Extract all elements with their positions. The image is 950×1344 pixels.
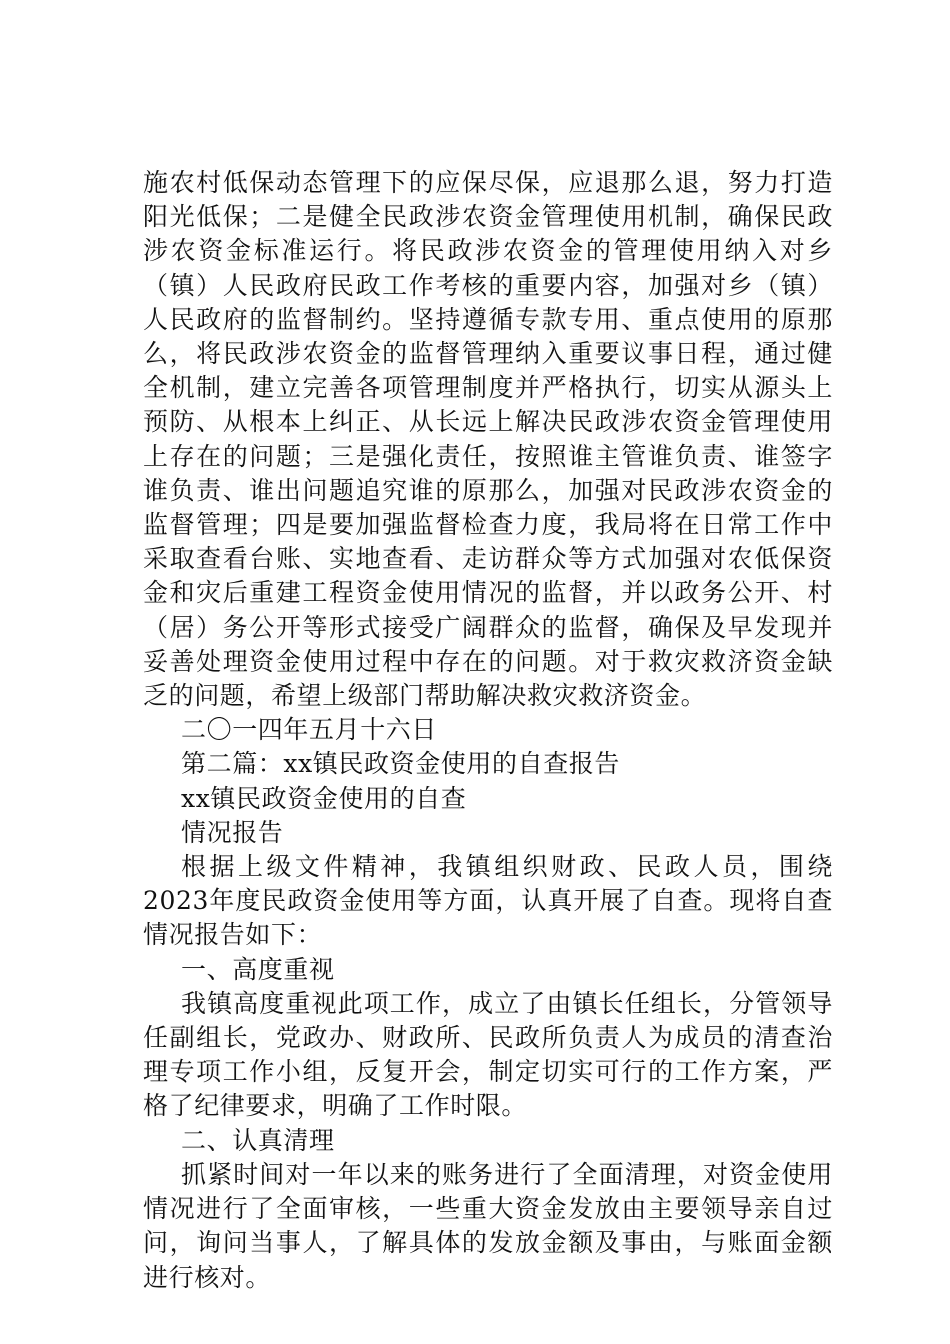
report-title-line-2: 情况报告 xyxy=(181,817,284,847)
heading-high-attention: 一、高度重视 xyxy=(181,954,335,984)
document-body xyxy=(143,166,833,1295)
body-paragraph-clearance: 抓紧时间对一年以来的账务进行了全面清理，对资金使用情况进行了全面审核，一些重大资金发放由主要领导亲自过问，询问当事人，了解具体的发放金额及事由，与账面金额进行核对。 xyxy=(143,1159,833,1292)
section-title: 第二篇：xx镇民政资金使用的自查报告 xyxy=(181,749,620,779)
report-title-line-1: xx镇民政资金使用的自查 xyxy=(181,783,467,813)
body-paragraph-attention: 我镇高度重视此项工作，成立了由镇长任组长，分管领导任副组长，党政办、财政所、民政所负责人为成员的清查治理专项工作小组，反复开会，制定切实可行的工作方案，严格了纪律要求，明确了工作时限。 xyxy=(143,988,833,1121)
heading-careful-clearance: 二、认真清理 xyxy=(181,1125,335,1155)
intro-paragraph: 根据上级文件精神，我镇组织财政、民政人员，围绕2023年度民政资金使用等方面，认真开展了自查。现将自查情况报告如下： xyxy=(143,852,833,950)
body-paragraph-continuation: 施农村低保动态管理下的应保尽保，应退那么退，努力打造阳光低保；二是健全民政涉农资金管理使用机制，确保民政涉农资金标准运行。将民政涉农资金的管理使用纳入对乡（镇）人民政府民政工作考核的重要内容，加强对乡（镇）人民政府的监督制约。坚持遵循专款专用、重点使用的原那么，将民政涉农资金的监督管理纳入重要议事日程，通过健全机制，建立完善各项管理制度并严格执行，切实从源头上预防、从根本上纠正、从长远上解决民政涉农资金管理使用上存在的问题；三是强化责任，按照谁主管谁负责、谁签字谁负责、谁出问题追究谁的原那么，加强对民政涉农资金的监督管理；四是要加强监督检查力度，我局将在日常工作中采取查看台账、实地查看、走访群众等方式加强对农低保资金和灾后重建工程资金使用情况的监督，并以政务公开、村（居）务公开等形式接受广阔群众的监督，确保及早发现并妥善处理资金使用过程中存在的问题。对于救灾救济资金缺乏的问题，希望上级部门帮助解决救灾救济资金。 xyxy=(143,168,833,711)
date-line: 二〇一四年五月十六日 xyxy=(181,715,438,745)
